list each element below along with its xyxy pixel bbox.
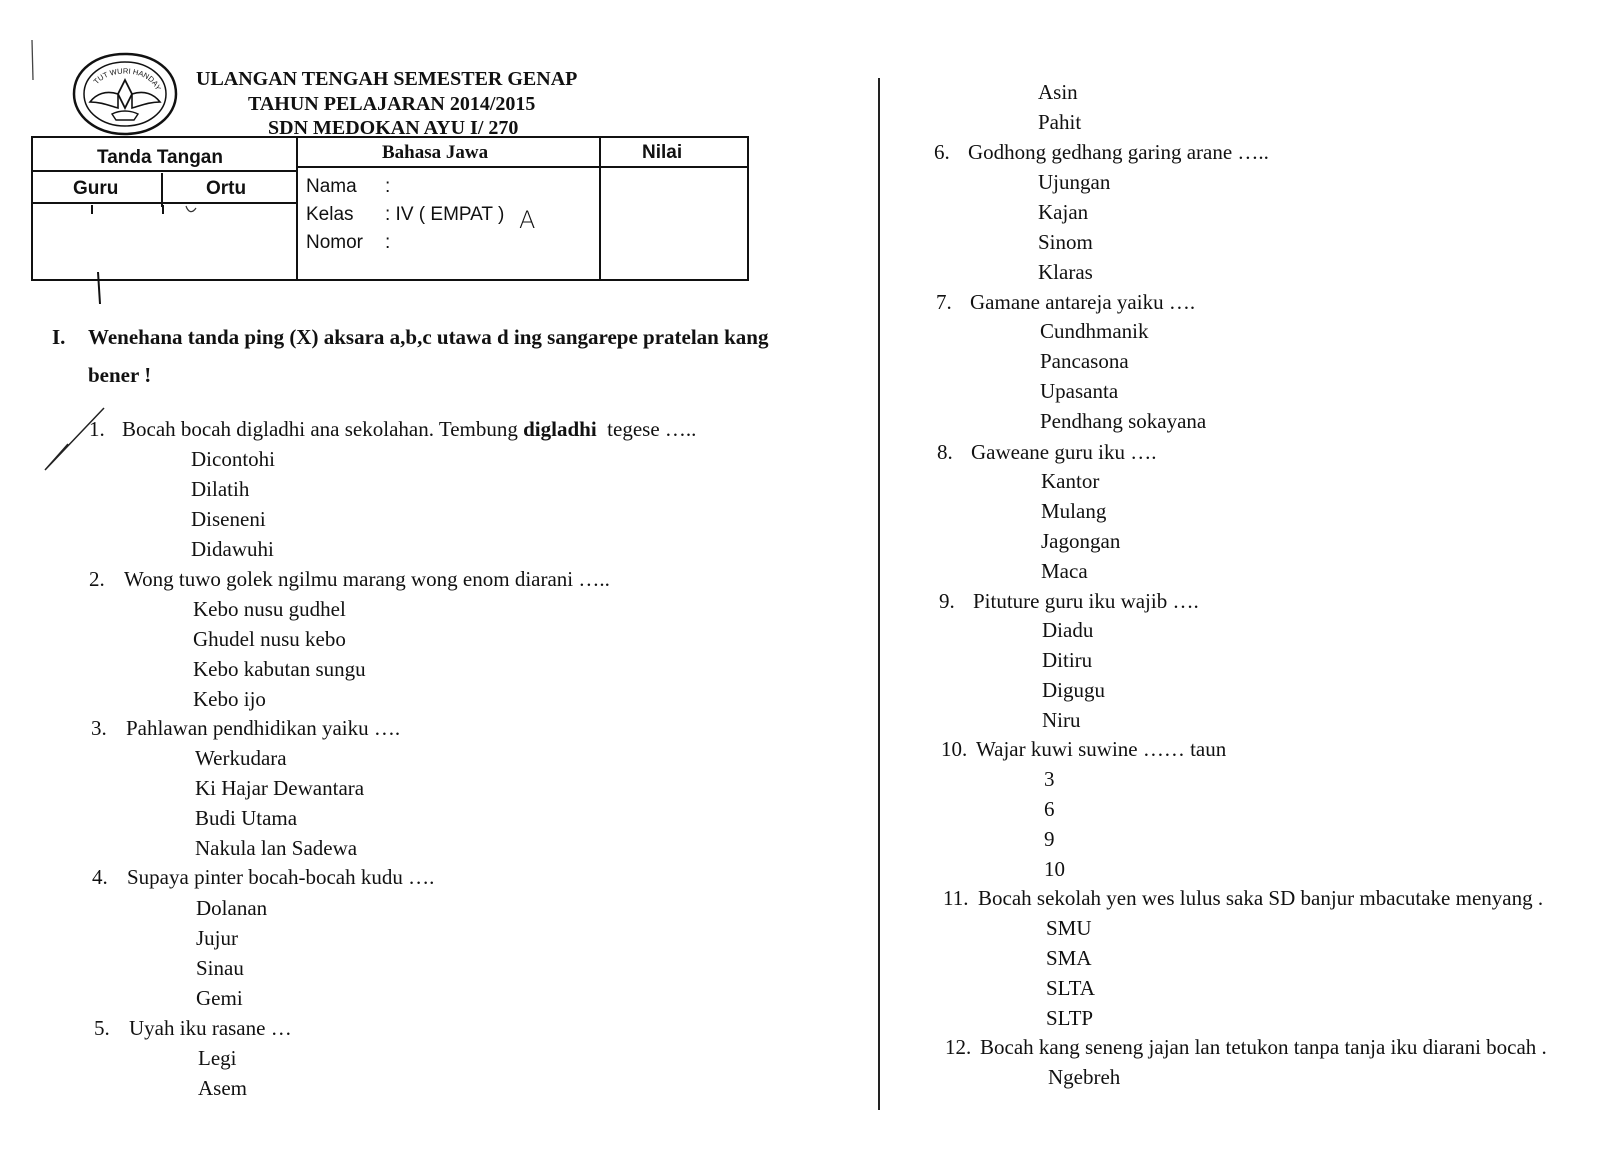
- question-number: 2.: [89, 567, 105, 591]
- option: 3: [1044, 767, 1055, 791]
- exam-title: ULANGAN TENGAH SEMESTER GENAP: [196, 68, 578, 90]
- question-text: [122, 417, 696, 442]
- option: Klaras: [1038, 260, 1093, 284]
- option: Diadu: [1042, 618, 1094, 642]
- parent-label: Ortu: [206, 178, 247, 199]
- option: Werkudara: [195, 746, 287, 770]
- question-text: Bocah sekolah yen wes lulus saka SD banjur mbacutake menyang .: [978, 886, 1544, 910]
- instruction-line-2: bener !: [88, 363, 152, 387]
- question-number: 7.: [936, 290, 952, 314]
- question-number: 5.: [94, 1016, 110, 1040]
- option: Ujungan: [1038, 170, 1111, 194]
- signature-label: Tanda Tangan: [97, 147, 223, 168]
- option: Pahit: [1038, 110, 1082, 134]
- option: Asem: [198, 1076, 247, 1100]
- question-text-after: tegese …..: [596, 417, 697, 441]
- option: Maca: [1041, 559, 1088, 583]
- option: Kebo kabutan sungu: [193, 657, 366, 681]
- option: Digugu: [1042, 678, 1105, 702]
- question-number: 12.: [945, 1035, 972, 1059]
- option: 10: [1044, 857, 1065, 881]
- question-text-before: Bocah bocah digladhi ana sekolahan. Tembung: [122, 417, 524, 441]
- column-divider: [878, 78, 880, 1110]
- option: Pancasona: [1040, 349, 1129, 373]
- option: Sinau: [196, 956, 244, 980]
- option: SMA: [1046, 946, 1092, 970]
- option: Jujur: [196, 926, 238, 950]
- section-numeral: I.: [52, 325, 66, 349]
- class-value: : IV ( EMPAT ): [385, 204, 505, 225]
- option: Didawuhi: [191, 537, 274, 561]
- question-number: 4.: [92, 865, 108, 889]
- option: Kebo nusu gudhel: [193, 597, 346, 621]
- question-number: 1.: [89, 417, 105, 441]
- option: Ditiru: [1042, 648, 1093, 672]
- option: Ki Hajar Dewantara: [195, 776, 365, 800]
- question-text: Gamane antareja yaiku ….: [970, 290, 1196, 314]
- option: Jagongan: [1041, 529, 1121, 553]
- option: Gemi: [196, 986, 243, 1010]
- question-text: Godhong gedhang garing arane …..: [968, 140, 1269, 164]
- option: Diseneni: [191, 507, 266, 531]
- question-text: Wajar kuwi suwine …… taun: [976, 737, 1227, 761]
- option: Budi Utama: [195, 806, 298, 830]
- option: Ngebreh: [1048, 1065, 1121, 1089]
- option: Kajan: [1038, 200, 1089, 224]
- option: Nakula lan Sadewa: [195, 836, 358, 860]
- question-number: 8.: [937, 440, 953, 464]
- option: Kantor: [1041, 469, 1100, 493]
- question-text: Pahlawan pendhidikan yaiku ….: [126, 716, 401, 740]
- score-label: Nilai: [642, 142, 683, 163]
- option: SLTA: [1046, 976, 1095, 1000]
- school-name: SDN MEDOKAN AYU I/ 270: [268, 117, 519, 139]
- option: Dicontohi: [191, 447, 275, 471]
- question-number: 10.: [941, 737, 968, 761]
- option: Pendhang sokayana: [1040, 409, 1207, 433]
- option: Legi: [198, 1046, 237, 1070]
- question-number: 11.: [943, 886, 969, 910]
- option: Cundhmanik: [1040, 319, 1149, 343]
- option: Ghudel nusu kebo: [193, 627, 346, 651]
- option: Kebo ijo: [193, 687, 266, 711]
- option: SLTP: [1046, 1006, 1094, 1030]
- question-text: Pituture guru iku wajib ….: [973, 589, 1199, 613]
- question-text: Wong tuwo golek ngilmu marang wong enom diarani …..: [124, 567, 610, 591]
- question-text: Gaweane guru iku ….: [971, 440, 1157, 464]
- option: Niru: [1042, 708, 1081, 732]
- question-text: Bocah kang seneng jajan lan tetukon tanpa tanja iku diarani bocah .: [980, 1035, 1547, 1059]
- option: 6: [1044, 797, 1055, 821]
- name-label: Nama: [306, 176, 357, 197]
- question-number: 6.: [934, 140, 950, 164]
- teacher-label: Guru: [73, 178, 119, 199]
- class-label: Kelas: [306, 204, 354, 225]
- option: Dilatih: [191, 477, 250, 501]
- option: SMU: [1046, 916, 1092, 940]
- option: Asin: [1038, 80, 1078, 104]
- question-text: Supaya pinter bocah-bocah kudu ….: [127, 865, 435, 889]
- instruction-line-1: Wenehana tanda ping (X) aksara a,b,c utawa d ing sangarepe pratelan kang: [88, 325, 769, 349]
- question-keyword: digladhi: [523, 417, 597, 441]
- option: Upasanta: [1040, 379, 1119, 403]
- question-number: 3.: [91, 716, 107, 740]
- number-label: Nomor: [306, 232, 364, 253]
- option: Dolanan: [196, 896, 268, 920]
- logo-text: TUT WURI HANDAY: [91, 66, 163, 92]
- option: Sinom: [1038, 230, 1093, 254]
- handwritten-class: A: [519, 206, 536, 234]
- question-text: Uyah iku rasane …: [129, 1016, 292, 1040]
- name-colon: :: [385, 176, 391, 197]
- subject-label: Bahasa Jawa: [382, 142, 489, 163]
- academic-year: TAHUN PELAJARAN 2014/2015: [248, 93, 536, 115]
- number-colon: :: [385, 232, 391, 253]
- question-number: 9.: [939, 589, 955, 613]
- option: 9: [1044, 827, 1055, 851]
- option: Mulang: [1041, 499, 1107, 523]
- instruction: [88, 318, 848, 394]
